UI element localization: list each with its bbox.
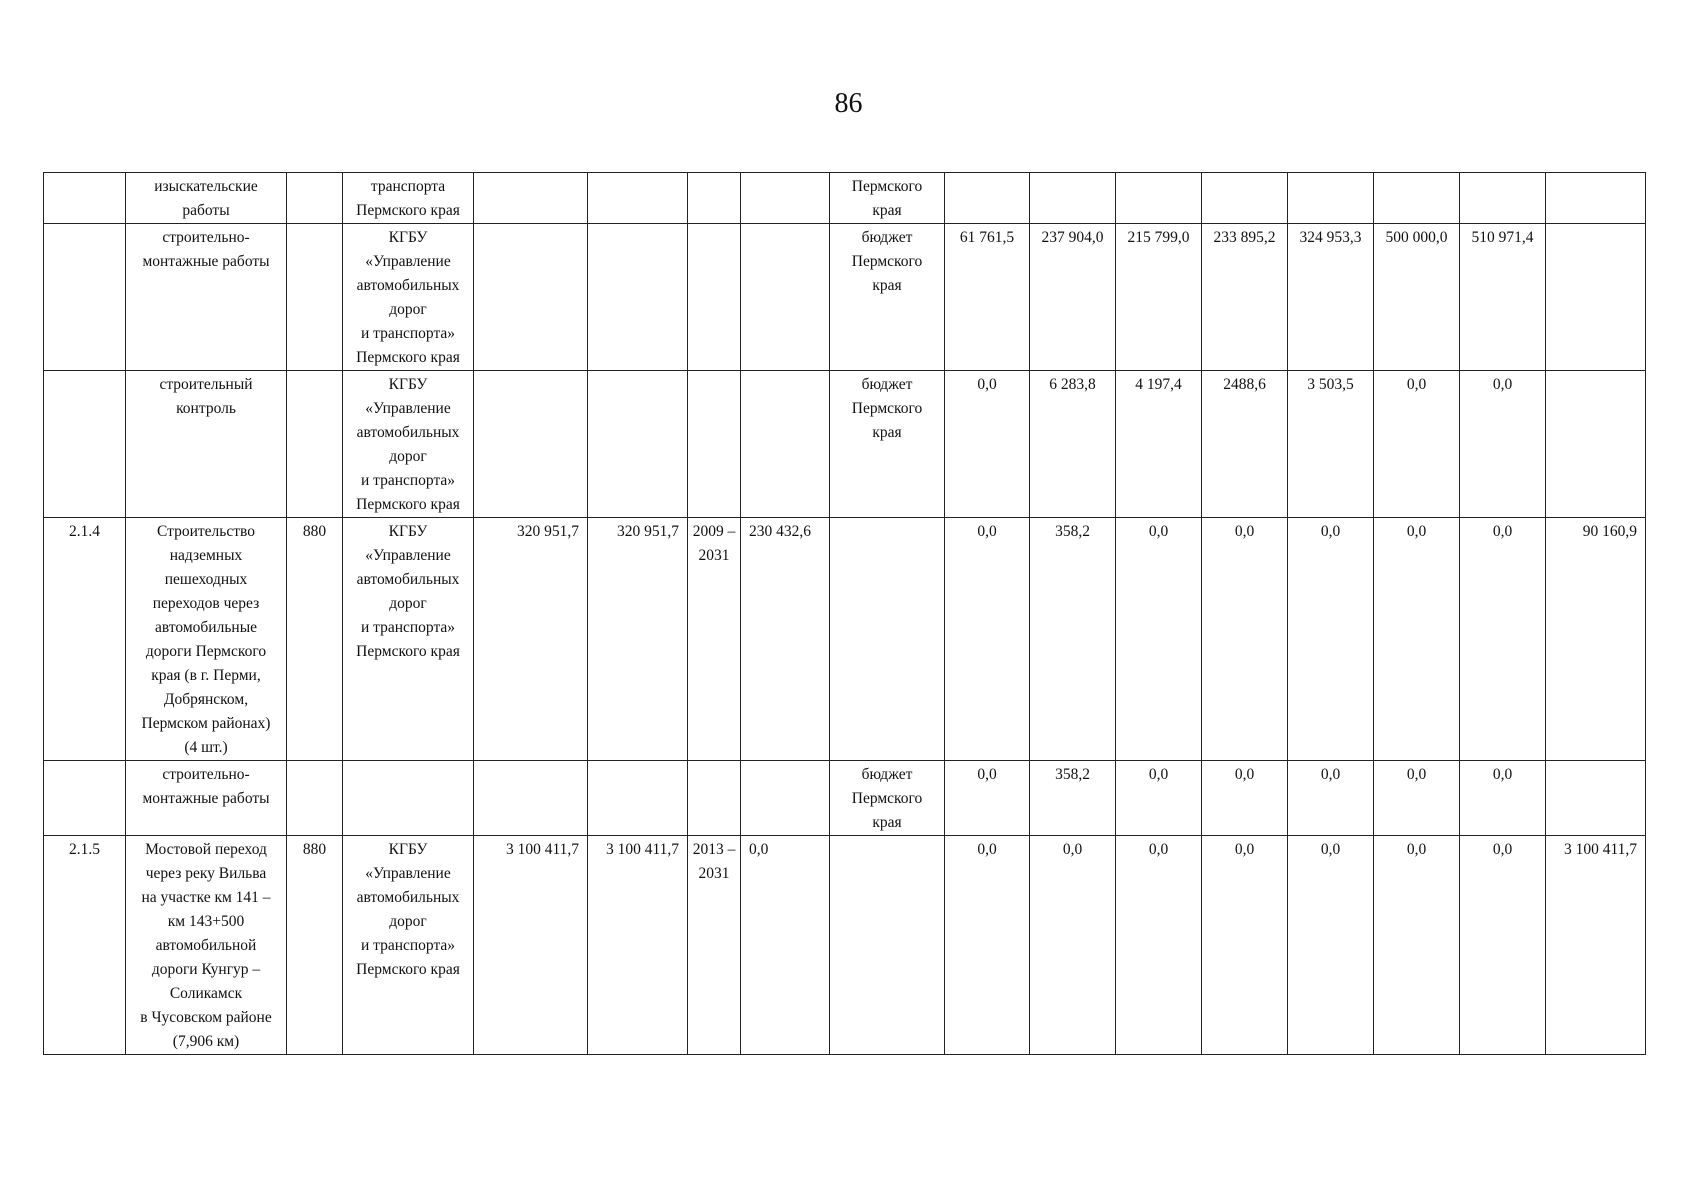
cost-estimate-cell: 320 951,7: [588, 518, 688, 761]
code-cell: 880: [287, 836, 343, 1055]
year-amount-cell: 0,0: [1202, 518, 1288, 761]
cost-estimate-cell: [588, 173, 688, 224]
financed-cell: 230 432,6: [741, 518, 830, 761]
year-amount-cell: [1374, 173, 1460, 224]
year-amount-cell: [1460, 173, 1546, 224]
financed-cell: [741, 173, 830, 224]
table-row: [44, 224, 1646, 371]
executor-cell: [343, 761, 474, 836]
code-cell: 880: [287, 518, 343, 761]
table-row: [44, 371, 1646, 518]
remaining-amount-cell: 90 160,9: [1546, 518, 1646, 761]
years-cell: 2013 – 2031: [688, 836, 741, 1055]
year-amount-cell: 0,0: [1460, 761, 1546, 836]
year-amount-cell: 0,0: [945, 371, 1030, 518]
financed-cell: 0,0: [741, 836, 830, 1055]
work-name-cell: Строительство надземных пешеходных переходов через автомобильные дороги Пермского края (в г. Перми, Добрянском, Пермском районах) (4 шт.): [126, 518, 287, 761]
executor-cell: транспорта Пермского края: [343, 173, 474, 224]
funding-source-cell: бюджет Пермского края: [830, 371, 945, 518]
year-amount-cell: [945, 173, 1030, 224]
cost-total-cell: 320 951,7: [474, 518, 588, 761]
year-amount-cell: 0,0: [1116, 518, 1202, 761]
work-name-cell: строительный контроль: [126, 371, 287, 518]
budget-table: [43, 172, 1646, 1055]
row-number-cell: 2.1.5: [44, 836, 126, 1055]
code-cell: [287, 224, 343, 371]
table-row: [44, 173, 1646, 224]
cost-total-cell: [474, 371, 588, 518]
year-amount-cell: 0,0: [945, 761, 1030, 836]
year-amount-cell: [1116, 173, 1202, 224]
year-amount-cell: 0,0: [1116, 761, 1202, 836]
year-amount-cell: 6 283,8: [1030, 371, 1116, 518]
work-name-cell: Мостовой переход через реку Вильва на участке км 141 – км 143+500 автомобильной дороги Кунгур – Соликамск в Чусовском районе (7,906 км): [126, 836, 287, 1055]
year-amount-cell: 0,0: [1116, 836, 1202, 1055]
year-amount-cell: 0,0: [1374, 836, 1460, 1055]
work-name-cell: изыскательские работы: [126, 173, 287, 224]
year-amount-cell: 0,0: [1374, 371, 1460, 518]
financed-cell: [741, 371, 830, 518]
table-row: [44, 761, 1646, 836]
funding-source-cell: [830, 518, 945, 761]
table-row: [44, 518, 1646, 761]
year-amount-cell: 233 895,2: [1202, 224, 1288, 371]
year-amount-cell: 500 000,0: [1374, 224, 1460, 371]
page-number: 86: [834, 88, 863, 119]
cost-total-cell: [474, 761, 588, 836]
cost-estimate-cell: 3 100 411,7: [588, 836, 688, 1055]
work-name-cell: строительно- монтажные работы: [126, 224, 287, 371]
executor-cell: КГБУ «Управление автомобильных дорог и транспорта» Пермского края: [343, 224, 474, 371]
year-amount-cell: 237 904,0: [1030, 224, 1116, 371]
code-cell: [287, 173, 343, 224]
work-name-cell: строительно- монтажные работы: [126, 761, 287, 836]
remaining-amount-cell: [1546, 224, 1646, 371]
year-amount-cell: 0,0: [1202, 836, 1288, 1055]
code-cell: [287, 761, 343, 836]
year-amount-cell: 0,0: [1030, 836, 1116, 1055]
years-cell: [688, 173, 741, 224]
year-amount-cell: 2488,6: [1202, 371, 1288, 518]
cost-estimate-cell: [588, 371, 688, 518]
financed-cell: [741, 224, 830, 371]
year-amount-cell: [1202, 173, 1288, 224]
year-amount-cell: 0,0: [1288, 518, 1374, 761]
years-cell: [688, 761, 741, 836]
year-amount-cell: [1030, 173, 1116, 224]
year-amount-cell: 358,2: [1030, 518, 1116, 761]
year-amount-cell: 0,0: [945, 518, 1030, 761]
year-amount-cell: 358,2: [1030, 761, 1116, 836]
cost-total-cell: [474, 173, 588, 224]
remaining-amount-cell: [1546, 371, 1646, 518]
year-amount-cell: 0,0: [1374, 761, 1460, 836]
financed-cell: [741, 761, 830, 836]
year-amount-cell: 0,0: [1202, 761, 1288, 836]
year-amount-cell: [1288, 173, 1374, 224]
year-amount-cell: 0,0: [1288, 761, 1374, 836]
years-cell: [688, 224, 741, 371]
cost-total-cell: [474, 224, 588, 371]
year-amount-cell: 0,0: [1460, 836, 1546, 1055]
row-number-cell: [44, 224, 126, 371]
funding-source-cell: [830, 836, 945, 1055]
funding-source-cell: бюджет Пермского края: [830, 224, 945, 371]
year-amount-cell: 0,0: [1460, 518, 1546, 761]
executor-cell: КГБУ «Управление автомобильных дорог и транспорта» Пермского края: [343, 836, 474, 1055]
year-amount-cell: 61 761,5: [945, 224, 1030, 371]
year-amount-cell: 324 953,3: [1288, 224, 1374, 371]
funding-source-cell: Пермского края: [830, 173, 945, 224]
cost-estimate-cell: [588, 224, 688, 371]
executor-cell: КГБУ «Управление автомобильных дорог и транспорта» Пермского края: [343, 518, 474, 761]
cost-total-cell: 3 100 411,7: [474, 836, 588, 1055]
year-amount-cell: 4 197,4: [1116, 371, 1202, 518]
years-cell: [688, 371, 741, 518]
executor-cell: КГБУ «Управление автомобильных дорог и транспорта» Пермского края: [343, 371, 474, 518]
remaining-amount-cell: 3 100 411,7: [1546, 836, 1646, 1055]
year-amount-cell: 0,0: [1374, 518, 1460, 761]
table-row: [44, 836, 1646, 1055]
remaining-amount-cell: [1546, 173, 1646, 224]
row-number-cell: [44, 173, 126, 224]
year-amount-cell: 0,0: [1460, 371, 1546, 518]
remaining-amount-cell: [1546, 761, 1646, 836]
year-amount-cell: 0,0: [1288, 836, 1374, 1055]
row-number-cell: [44, 761, 126, 836]
year-amount-cell: 0,0: [945, 836, 1030, 1055]
row-number-cell: [44, 371, 126, 518]
cost-estimate-cell: [588, 761, 688, 836]
code-cell: [287, 371, 343, 518]
funding-source-cell: бюджет Пермского края: [830, 761, 945, 836]
year-amount-cell: 3 503,5: [1288, 371, 1374, 518]
row-number-cell: 2.1.4: [44, 518, 126, 761]
year-amount-cell: 215 799,0: [1116, 224, 1202, 371]
year-amount-cell: 510 971,4: [1460, 224, 1546, 371]
years-cell: 2009 – 2031: [688, 518, 741, 761]
